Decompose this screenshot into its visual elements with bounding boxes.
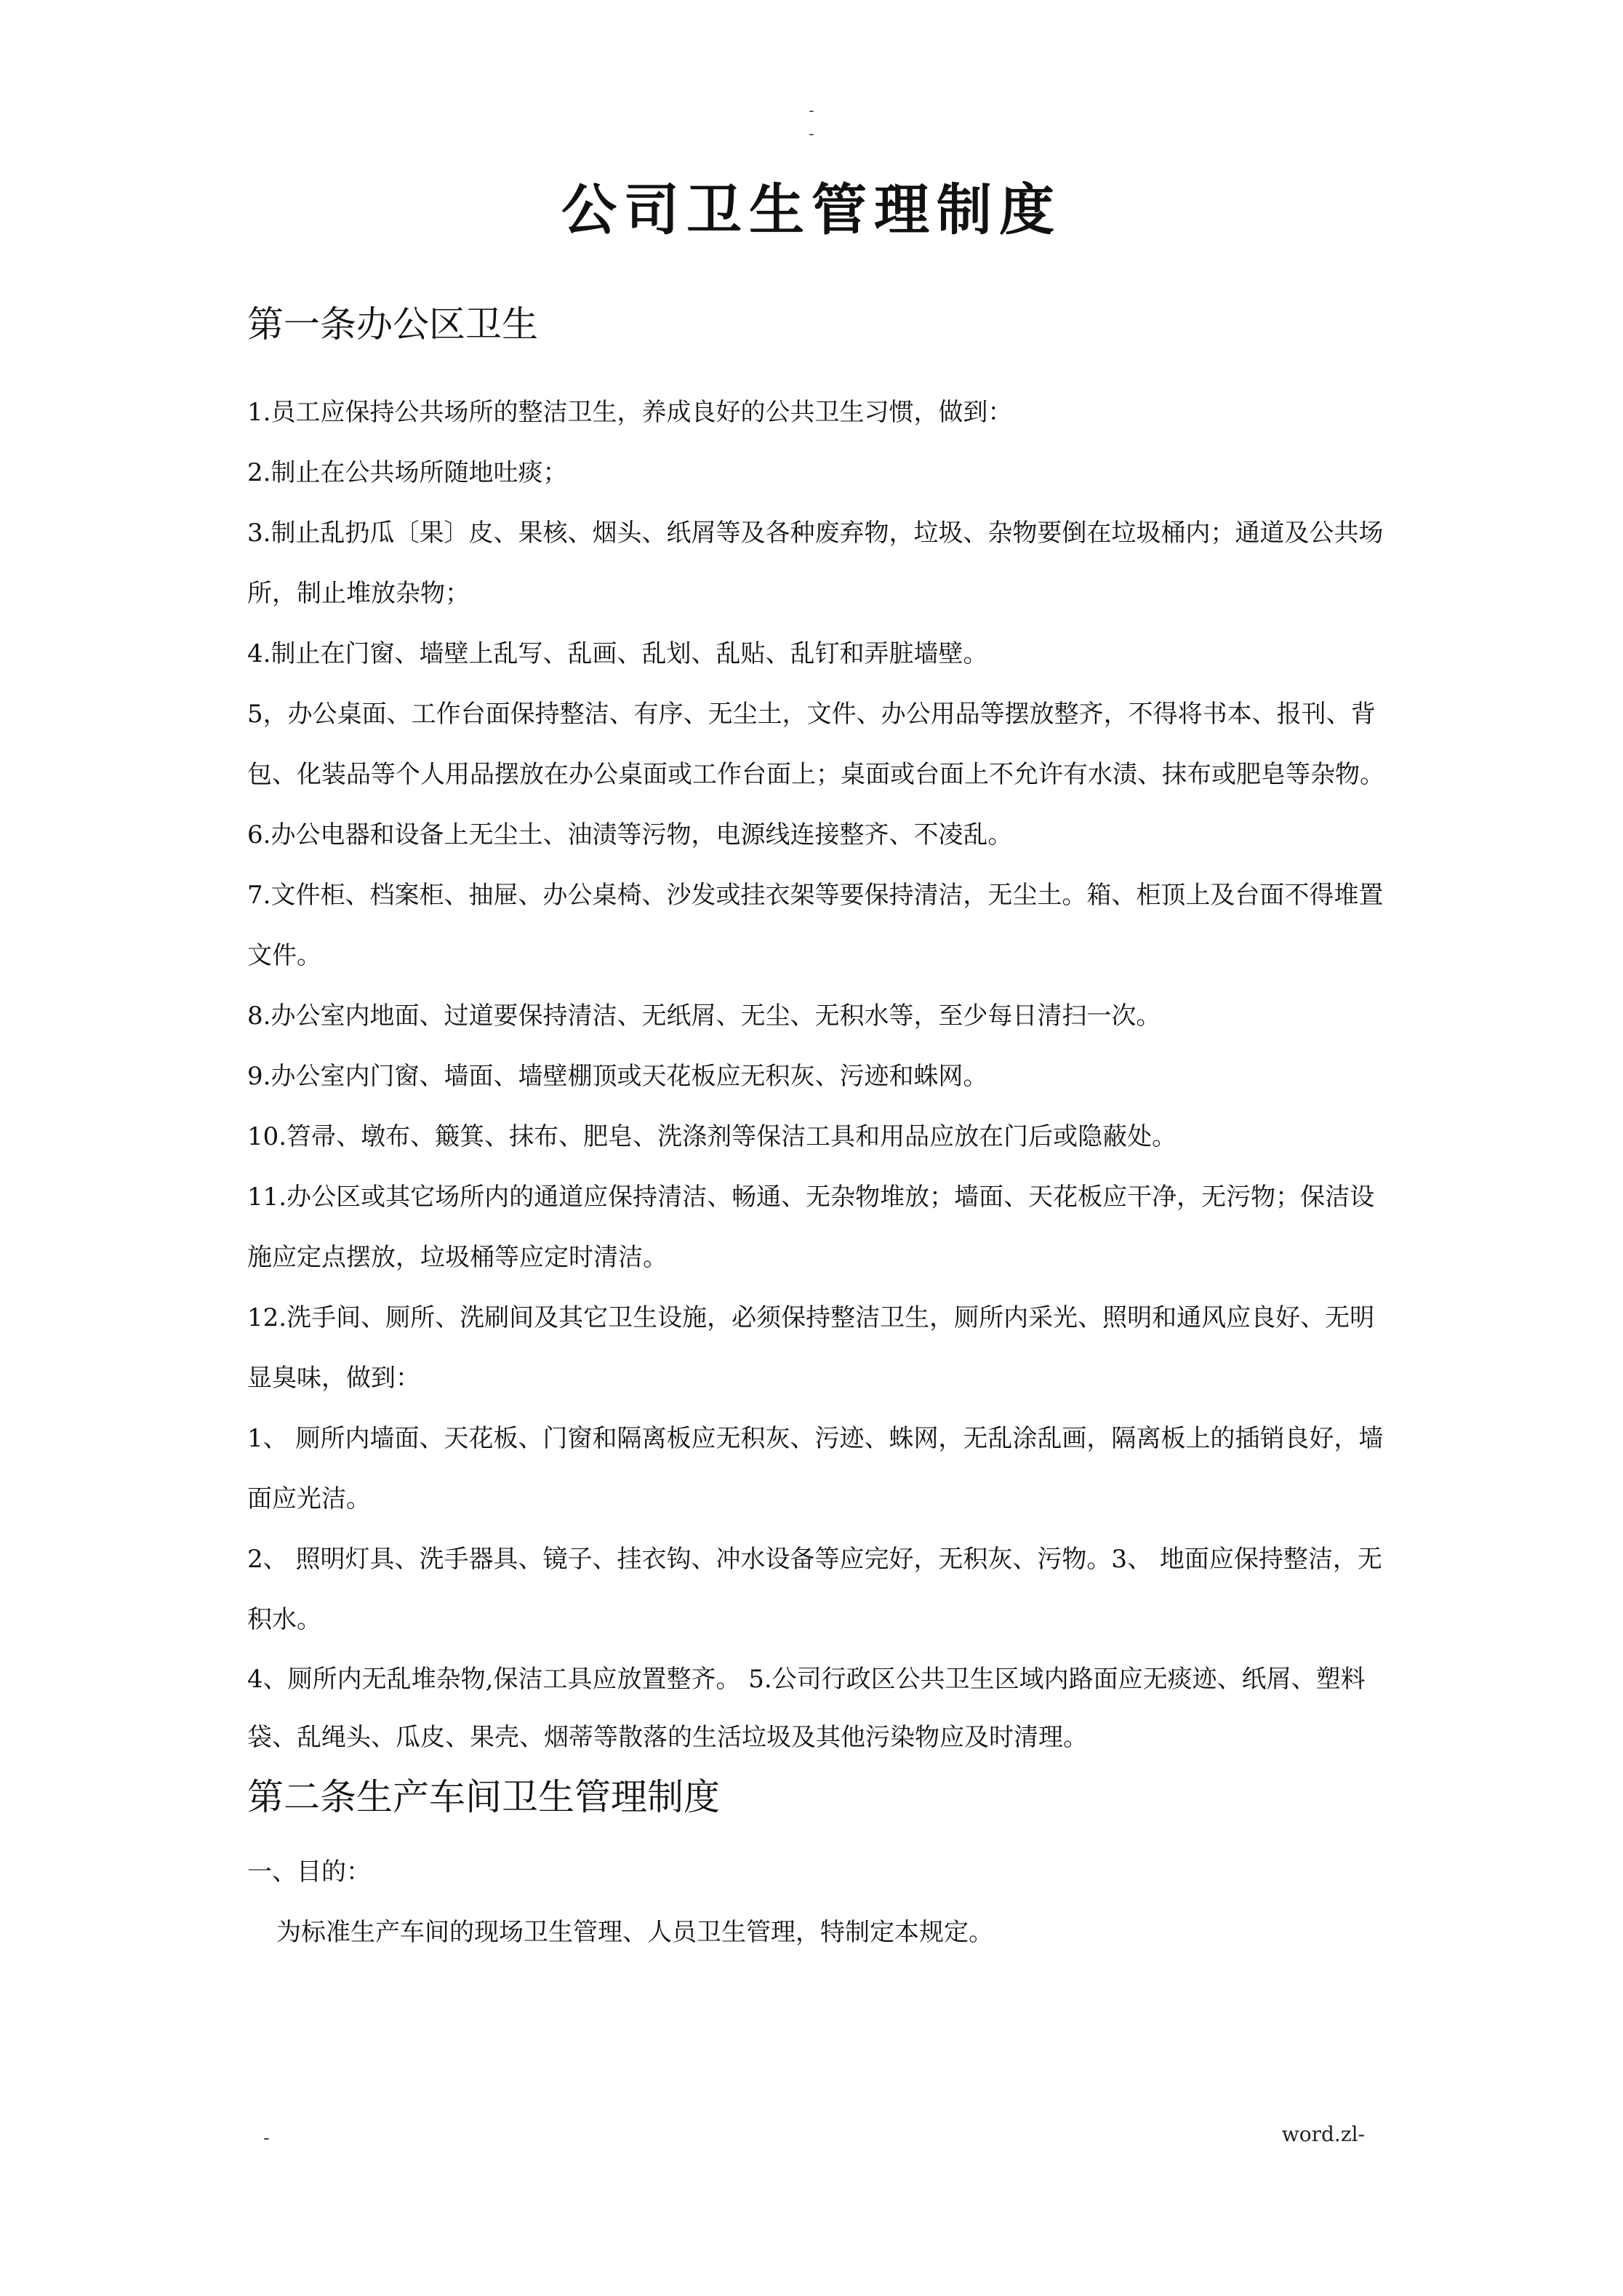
section1-subitem-4: 4、厕所内无乱堆杂物,保洁工具应放置整齐。 5.公司行政区公共卫生区域内路面应无痰迹、纸屑、塑料袋、乱绳头、瓜皮、果壳、烟蒂等散落的生活垃圾及其他污染物应及时清理。 <box>247 1665 1366 1752</box>
section1-item-12: 12.洗手间、厕所、洗刷间及其它卫生设施，必须保持整洁卫生，厕所内采光、照明和通风应良好、无明显臭味，做到： <box>247 1303 1375 1393</box>
section2-purpose-text: 为标准生产车间的现场卫生管理、人员卫生管理，特制定本规定。 <box>276 1918 993 1947</box>
header-mark-top: - <box>809 102 814 120</box>
section1-item-5: 5，办公桌面、工作台面保持整洁、有序、无尘土，文件、办公用品等摆放整齐，不得将书本、报刊、背包、化装品等个人用品摆放在办公桌面或工作台面上；桌面或台面上不允许有水渍、抹布或肥皂等杂物。 <box>247 700 1384 789</box>
section1-item-11: 11.办公区或其它场所内的通道应保持清洁、畅通、无杂物堆放；墙面、天花板应干净，无污物；保洁设施应定点摆放，垃圾桶等应定时清洁。 <box>247 1183 1375 1272</box>
footer-left-mark: - <box>263 2127 270 2149</box>
section1-heading: 第一条办公区卫生 <box>247 303 538 345</box>
section1-subitem-2: 2、 照明灯具、洗手器具、镜子、挂衣钩、冲水设备等应完好，无积灰、污物。3、 地面应保持整洁，无积水。 <box>247 1545 1382 1634</box>
section1-item-1: 1.员工应保持公共场所的整洁卫生，养成良好的公共卫生习惯，做到： <box>247 398 1013 427</box>
section1-item-3: 3.制止乱扔瓜〔果〕皮、果核、烟头、纸屑等及各种废弃物，垃圾、杂物要倒在垃圾桶内；通道及公共场所，制止堆放杂物； <box>247 519 1384 608</box>
section1-item-8: 8.办公室内地面、过道要保持清洁、无纸屑、无尘、无积水等，至少每日清扫一次。 <box>247 1001 1161 1031</box>
document-body <box>247 298 1396 1963</box>
section1-item-7: 7.文件柜、档案柜、抽屉、办公桌椅、沙发或挂衣架等要保持清洁，无尘土。箱、柜顶上及台面不得堆置文件。 <box>247 881 1384 970</box>
section2-heading: 第二条生产车间卫生管理制度 <box>247 1776 720 1818</box>
page-title: 公司卫生管理制度 <box>561 177 1062 242</box>
section1-item-2: 2.制止在公共场所随地吐痰； <box>247 458 568 487</box>
section1-item-10: 10.笤帚、墩布、簸箕、抹布、肥皂、洗涤剂等保洁工具和用品应放在门后或隐蔽处。 <box>247 1122 1177 1151</box>
section1-item-4: 4.制止在门窗、墙壁上乱写、乱画、乱划、乱贴、乱钉和弄脏墙壁。 <box>247 639 988 668</box>
section1-item-6: 6.办公电器和设备上无尘土、油渍等污物，电源线连接整齐、不凌乱。 <box>247 820 1013 849</box>
section1-item-9: 9.办公室内门窗、墙面、墙壁棚顶或天花板应无积灰、污迹和蛛网。 <box>247 1062 988 1091</box>
footer-source: word.zl- <box>1281 2122 1365 2146</box>
section1-subitem-1: 1、 厕所内墙面、天花板、门窗和隔离板应无积灰、污迹、蛛网，无乱涂乱画，隔离板上的插销良好，墙面应光洁。 <box>247 1424 1384 1513</box>
header-mark-bottom: - <box>809 125 814 143</box>
section2-subheading-purpose: 一、目的： <box>247 1857 371 1887</box>
